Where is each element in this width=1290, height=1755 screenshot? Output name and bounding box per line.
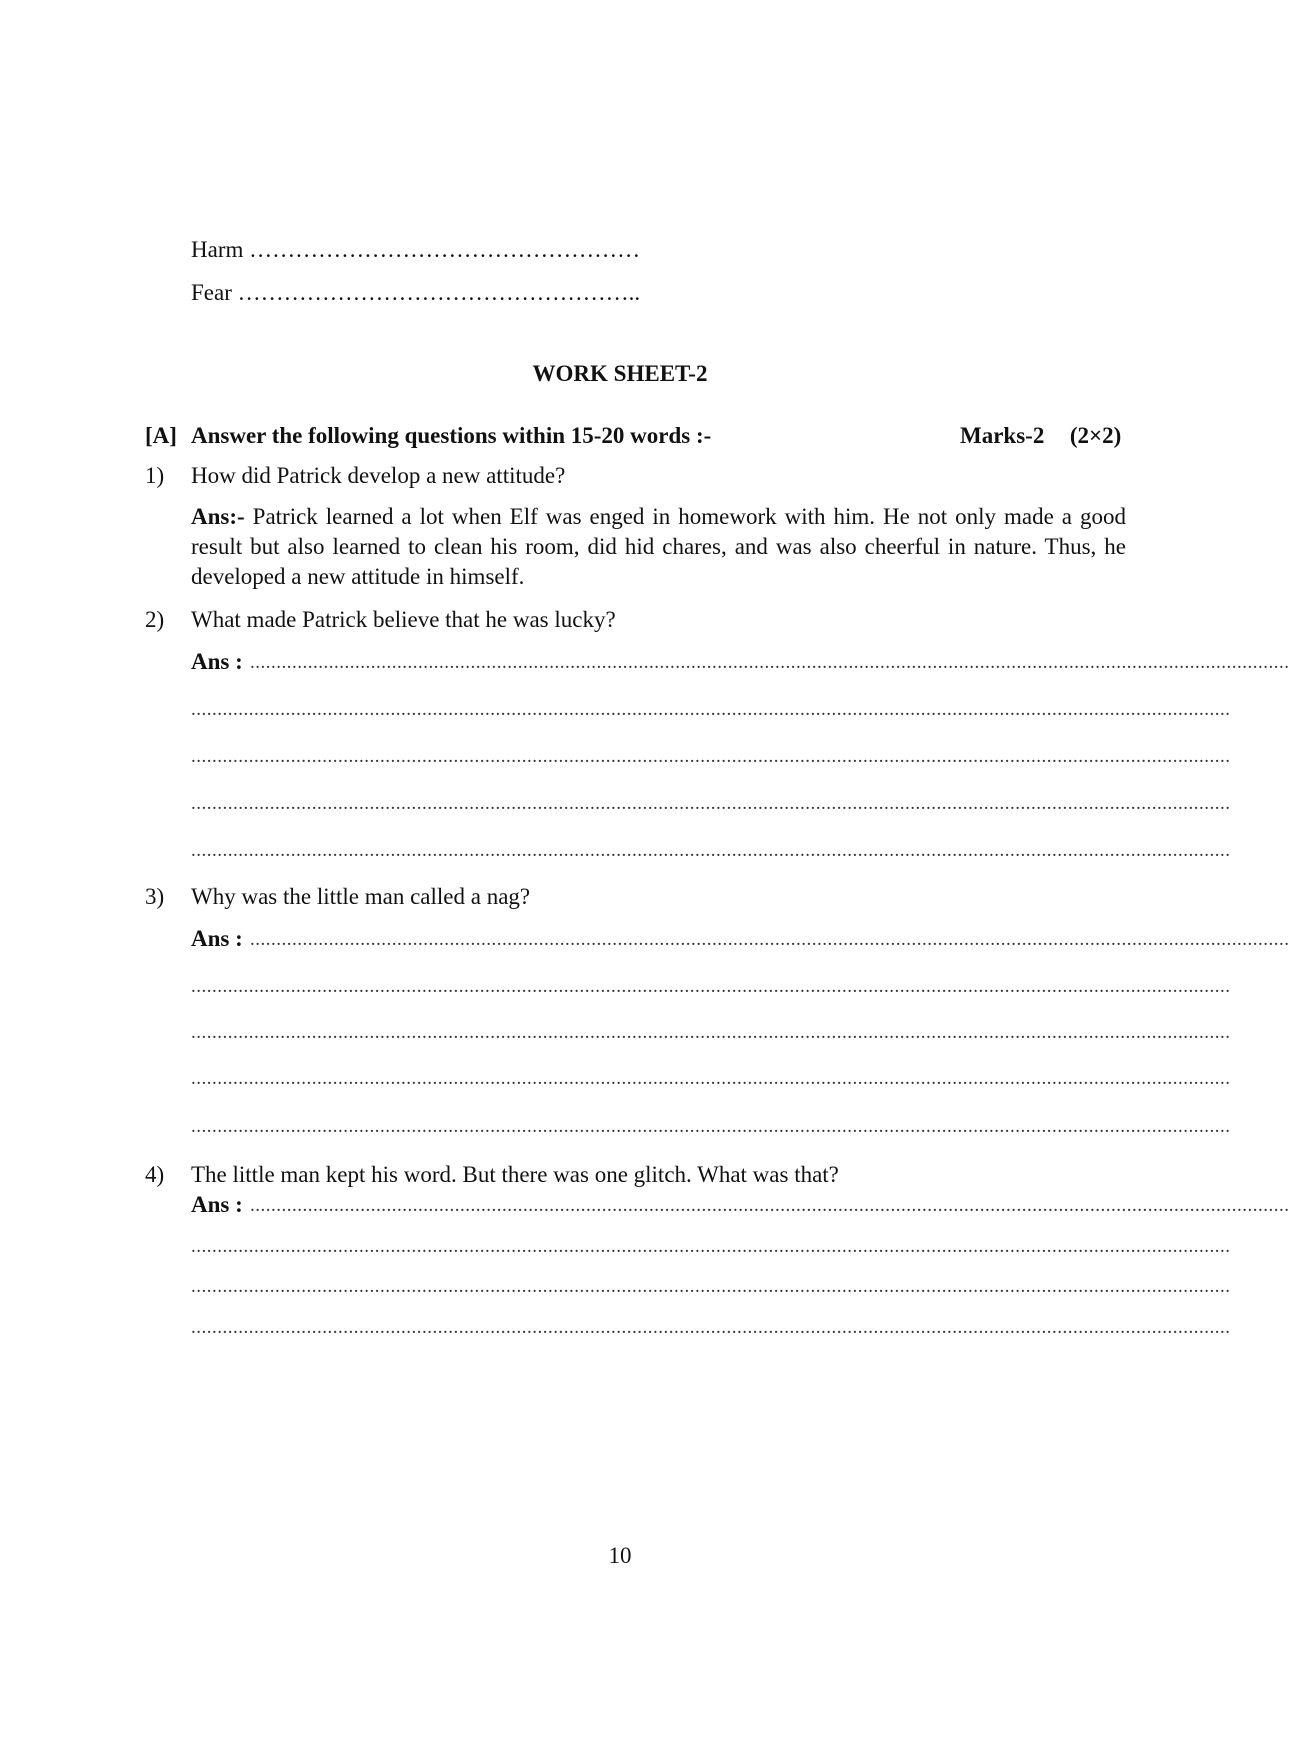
question-1-number: 1) xyxy=(145,463,165,488)
answer-2-line-4: ...................................................................................................................................................................................................... xyxy=(191,793,1231,814)
question-2-number: 2) xyxy=(145,607,165,632)
answer-2-line-2: ...................................................................................................................................................................................................... xyxy=(191,699,1231,720)
answer-4-line-2: ...................................................................................................................................................................................................... xyxy=(191,1236,1231,1257)
worksheet-title: WORK SHEET-2 xyxy=(532,361,708,386)
question-1-answer xyxy=(191,502,1126,592)
section-marks xyxy=(960,421,1121,451)
question-2-text: What made Patrick believe that he was lucky? xyxy=(191,607,616,632)
answer-4-line-1: ...................................................................................................................................................................................................... xyxy=(250,1195,1290,1216)
answer-3-line-1: ...................................................................................................................................................................................................... xyxy=(250,929,1290,950)
answer-2-line-5: ...................................................................................................................................................................................................... xyxy=(191,840,1231,861)
marks-detail: (2×2) xyxy=(1069,423,1122,448)
answer-1-text: Patrick learned a lot when Elf was enged in homework with him. He not only made a good result but also learned to clean his room, did hid chares, and was also cheerful in nature. Thus, he developed a new attitude in himself. xyxy=(191,504,1126,589)
question-3-number: 3) xyxy=(145,884,165,909)
question-4-text: The little man kept his word. But there was one glitch. What was that? xyxy=(191,1162,839,1187)
answer-2-line-1: ...................................................................................................................................................................................................... xyxy=(250,652,1290,673)
answer-1-label: Ans:- xyxy=(191,504,245,529)
harm-label: Harm xyxy=(191,237,244,262)
marks-label: Marks-2 xyxy=(960,423,1045,448)
section-marker: [A] xyxy=(145,423,177,448)
harm-dots: …………………………………………… xyxy=(249,237,641,262)
answer-3-label: Ans : xyxy=(191,926,243,951)
question-4-number: 4) xyxy=(145,1162,165,1187)
question-1-text: How did Patrick develop a new attitude? xyxy=(191,463,566,488)
fear-dots: …………………………………………….. xyxy=(237,280,641,305)
answer-4-label: Ans : xyxy=(191,1192,243,1217)
answer-4-line-4: ...................................................................................................................................................................................................... xyxy=(191,1317,1231,1338)
answer-3-line-2: ...................................................................................................................................................................................................... xyxy=(191,976,1231,997)
fear-label: Fear xyxy=(191,280,232,305)
answer-2-label: Ans : xyxy=(191,649,243,674)
section-instruction: Answer the following questions within 15-20 words :- xyxy=(191,423,712,448)
answer-3-line-3: ...................................................................................................................................................................................................... xyxy=(191,1022,1231,1043)
harm-field xyxy=(191,235,640,265)
answer-4-line-3: ...................................................................................................................................................................................................... xyxy=(191,1276,1231,1297)
question-3-text: Why was the little man called a nag? xyxy=(191,884,531,909)
answer-2-line-3: ...................................................................................................................................................................................................... xyxy=(191,746,1231,767)
answer-3-line-4: ...................................................................................................................................................................................................... xyxy=(191,1068,1231,1089)
page-number: 10 xyxy=(608,1543,632,1568)
fear-field xyxy=(191,278,640,308)
answer-3-line-5: ...................................................................................................................................................................................................... xyxy=(191,1116,1231,1137)
